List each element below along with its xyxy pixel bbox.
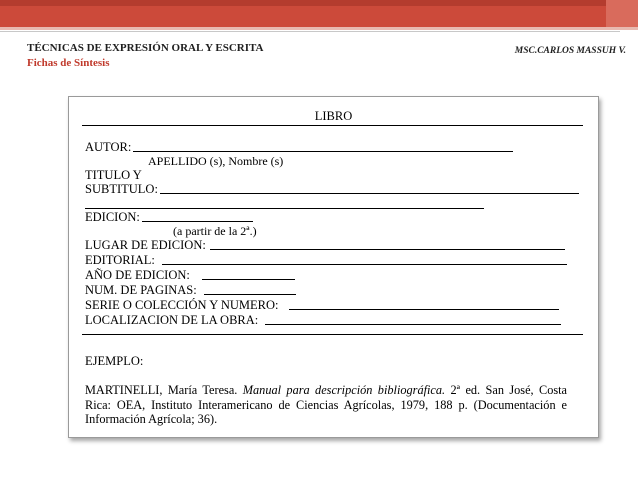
example-heading: EJEMPLO: [85,354,144,368]
field-label-lugar: LUGAR DE EDICION: [85,238,206,252]
field-label-serie: SERIE O COLECCIÓN Y NUMERO: [85,298,279,312]
field-hint-edicion: (a partir de la 2ª.) [173,224,257,238]
field-label-localizacion: LOCALIZACION DE LA OBRA: [85,313,259,327]
field-label-edicion: EDICION: [85,210,140,224]
field-label-subtitulo: SUBTITULO: [85,182,158,196]
slide-subtitle: Fichas de Síntesis [27,57,110,69]
slide-title: TÉCNICAS DE EXPRESIÓN ORAL Y ESCRITA [27,42,264,54]
slide-author: MSC.CARLOS MASSUH V. [514,46,626,56]
banner-corner-accent [606,0,638,27]
banner-rule [0,27,638,30]
field-label-paginas: NUM. DE PAGINAS: [85,283,197,297]
example-author: MARTINELLI, María Teresa. [85,383,238,397]
field-line-edicion [142,221,253,222]
field-label-anio: AÑO DE EDICION: [85,268,190,282]
example-citation [85,383,567,427]
field-line-lugar [210,249,565,250]
field-line-subtitulo [160,193,579,194]
field-hint-apellido: APELLIDO (s), Nombre (s) [148,154,284,168]
field-label-titulo: TITULO Y [85,168,142,182]
banner-thin-rule [0,31,620,32]
field-line-anio [202,279,295,280]
card-title: LIBRO [314,109,353,123]
field-label-autor: AUTOR: [85,140,132,154]
example-title: Manual para descripción bibliográfica. [242,383,446,397]
field-line-autor [133,151,513,152]
top-banner-shade [0,0,638,6]
field-line-editorial [162,264,567,265]
field-line-paginas [204,294,296,295]
title-rule [82,125,583,126]
field-label-editorial: EDITORIAL: [85,253,155,267]
example-details: 2ª ed. San José, Costa Rica: OEA, Instituto Interamericano de Ciencias Agrícolas, 1979, 188 p. (Documentación e Información Agrícola; 36). [85,383,568,426]
card-divider [82,334,583,335]
bibliographic-card [68,96,599,438]
field-line-localizacion [265,324,561,325]
field-line-subtitulo-2 [85,208,484,209]
field-line-serie [289,309,559,310]
